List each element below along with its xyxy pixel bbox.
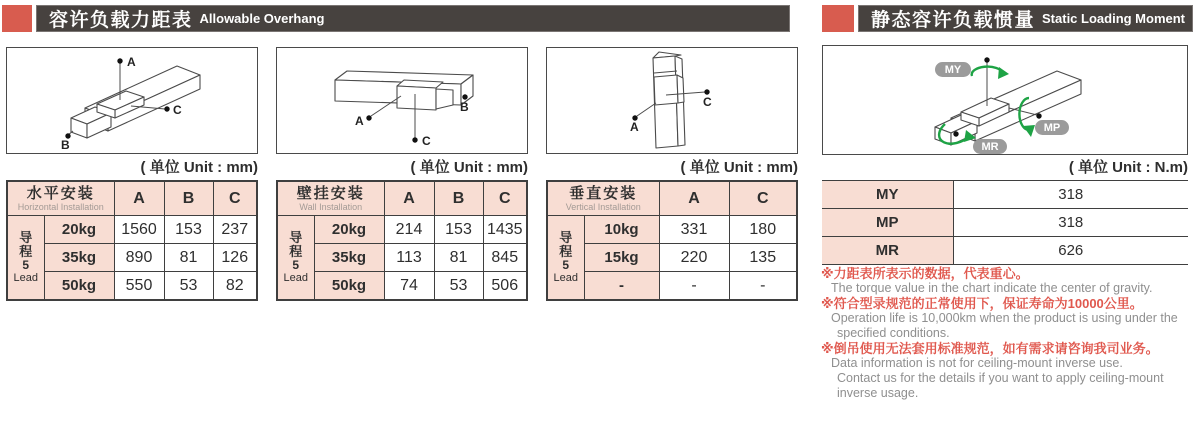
- table-title-cell: [547, 181, 659, 216]
- column-header-c: C: [483, 181, 527, 216]
- column-header-a: A: [659, 181, 729, 216]
- moment-label: MY: [822, 181, 953, 209]
- column-header-a: A: [384, 181, 434, 216]
- horizontal-rail-drawing-icon: [7, 48, 257, 153]
- note-zh: ※符合型录规范的正常使用下，保证寿命为10000公里。: [821, 296, 1143, 311]
- note-en: The torque value in the chart indicate the center of gravity.: [831, 281, 1153, 295]
- table-row: [822, 237, 1188, 265]
- point-b-label: B: [61, 138, 70, 152]
- table-title-cell: [7, 181, 114, 216]
- right-section-title-zh: 静态容许负载惯量: [871, 10, 1036, 31]
- wall-rail-drawing-icon: [277, 48, 527, 153]
- table-row: [822, 209, 1188, 237]
- table-row: [822, 181, 1188, 209]
- value-cell: 135: [729, 244, 797, 272]
- note-en: specified conditions.: [837, 326, 950, 340]
- value-cell: 331: [659, 216, 729, 244]
- note-en: inverse usage.: [837, 386, 919, 400]
- moment-rail-drawing-icon: [823, 46, 1187, 154]
- moment-label: MP: [822, 209, 953, 237]
- vertical-installation-table: [546, 180, 798, 301]
- point-a-label: A: [127, 55, 136, 69]
- unit-label-wall: ( 单位 Unit : mm): [410, 159, 528, 176]
- load-cell: -: [584, 272, 659, 301]
- left-section-title-en: Allowable Overhang: [199, 11, 325, 26]
- left-header-accent-square: [2, 5, 32, 32]
- table-header-row: [547, 181, 797, 216]
- table-row: [547, 244, 797, 272]
- note-en: Contact us for the details if you want to apply ceiling-mount: [837, 371, 1164, 385]
- moment-value: 318: [953, 209, 1188, 237]
- mr-badge: MR: [981, 141, 999, 153]
- value-cell: 890: [114, 244, 164, 272]
- value-cell: 1435: [483, 216, 527, 244]
- value-cell: 214: [384, 216, 434, 244]
- value-cell: 153: [164, 216, 213, 244]
- table-title-en: Horizontal Installation: [17, 201, 104, 212]
- value-cell: 237: [213, 216, 257, 244]
- right-section-title-en: Static Loading Moment: [1042, 11, 1186, 26]
- load-cell: 50kg: [44, 272, 114, 301]
- value-cell: 153: [434, 216, 483, 244]
- lead-cell: 导 程 5 Lead: [547, 216, 584, 301]
- note-en: Operation life is 10,000km when the product is using under the: [831, 311, 1178, 325]
- left-section-title-zh: 容许负载力距表: [49, 10, 193, 31]
- value-cell: 126: [213, 244, 257, 272]
- load-cell: 35kg: [314, 244, 384, 272]
- table-header-row: [277, 181, 527, 216]
- moment-value: 318: [953, 181, 1188, 209]
- static-moment-diagram: [822, 45, 1188, 155]
- table-row: [277, 244, 527, 272]
- load-cell: 20kg: [44, 216, 114, 244]
- moment-label: MR: [822, 237, 953, 265]
- value-cell: 845: [483, 244, 527, 272]
- note-zh: ※倒吊使用无法套用标准规范，如有需求请咨询我司业务。: [821, 341, 1159, 356]
- note-zh: ※力距表所表示的数据，代表重心。: [821, 266, 1029, 281]
- lead-cell: 导 程 5 Lead: [277, 216, 314, 301]
- value-cell: 53: [164, 272, 213, 301]
- table-row: [7, 216, 257, 244]
- value-cell: 550: [114, 272, 164, 301]
- load-cell: 10kg: [584, 216, 659, 244]
- column-header-b: B: [434, 181, 483, 216]
- point-a-label: A: [355, 114, 364, 128]
- column-header-c: C: [213, 181, 257, 216]
- table-row: [277, 216, 527, 244]
- column-header-b: B: [164, 181, 213, 216]
- table-title-zh: 水平安装: [26, 184, 95, 202]
- note-en: Data information is not for ceiling-mount inverse use.: [831, 356, 1123, 370]
- unit-label-vertical: ( 单位 Unit : mm): [680, 159, 798, 176]
- table-title-en: Vertical Installation: [565, 201, 641, 212]
- load-cell: 15kg: [584, 244, 659, 272]
- wall-installation-table: [276, 180, 528, 301]
- table-title-en: Wall Installation: [299, 201, 363, 212]
- right-section-header: [858, 5, 1193, 32]
- left-section-header: [36, 5, 790, 32]
- column-header-a: A: [114, 181, 164, 216]
- table-row: [277, 272, 527, 301]
- unit-label-moment: ( 单位 Unit : N.m): [1068, 159, 1188, 176]
- load-cell: 50kg: [314, 272, 384, 301]
- table-row: [547, 216, 797, 244]
- lead-cell: 导 程 5 Lead: [7, 216, 44, 301]
- static-moment-table: [822, 180, 1188, 265]
- table-header-row: [7, 181, 257, 216]
- point-c-label: C: [422, 134, 431, 148]
- unit-label-horizontal: ( 单位 Unit : mm): [140, 159, 258, 176]
- value-cell: 220: [659, 244, 729, 272]
- moment-value: 626: [953, 237, 1188, 265]
- load-cell: 35kg: [44, 244, 114, 272]
- value-cell: 82: [213, 272, 257, 301]
- point-c-label: C: [703, 95, 712, 109]
- vertical-installation-diagram: [546, 47, 798, 154]
- right-header-accent-square: [822, 5, 854, 32]
- vertical-rail-drawing-icon: [547, 48, 797, 153]
- value-cell: 180: [729, 216, 797, 244]
- value-cell: 113: [384, 244, 434, 272]
- wall-installation-diagram: [276, 47, 528, 154]
- value-cell: 506: [483, 272, 527, 301]
- my-badge: MY: [944, 64, 962, 76]
- point-b-label: B: [460, 100, 469, 114]
- point-c-label: C: [173, 103, 182, 117]
- table-title-cell: [277, 181, 384, 216]
- horizontal-installation-diagram: [6, 47, 258, 154]
- mp-badge: MP: [1043, 122, 1061, 134]
- value-cell: 81: [434, 244, 483, 272]
- value-cell: -: [659, 272, 729, 301]
- table-row: [7, 272, 257, 301]
- table-title-zh: 垂直安装: [569, 184, 638, 202]
- table-title-zh: 壁挂安装: [296, 184, 365, 202]
- load-cell: 20kg: [314, 216, 384, 244]
- table-row: [7, 244, 257, 272]
- value-cell: 53: [434, 272, 483, 301]
- value-cell: 1560: [114, 216, 164, 244]
- value-cell: -: [729, 272, 797, 301]
- horizontal-installation-table: [6, 180, 258, 301]
- table-row: [547, 272, 797, 301]
- value-cell: 81: [164, 244, 213, 272]
- footnotes: [821, 266, 1200, 401]
- point-a-label: A: [630, 120, 639, 134]
- value-cell: 74: [384, 272, 434, 301]
- column-header-c: C: [729, 181, 797, 216]
